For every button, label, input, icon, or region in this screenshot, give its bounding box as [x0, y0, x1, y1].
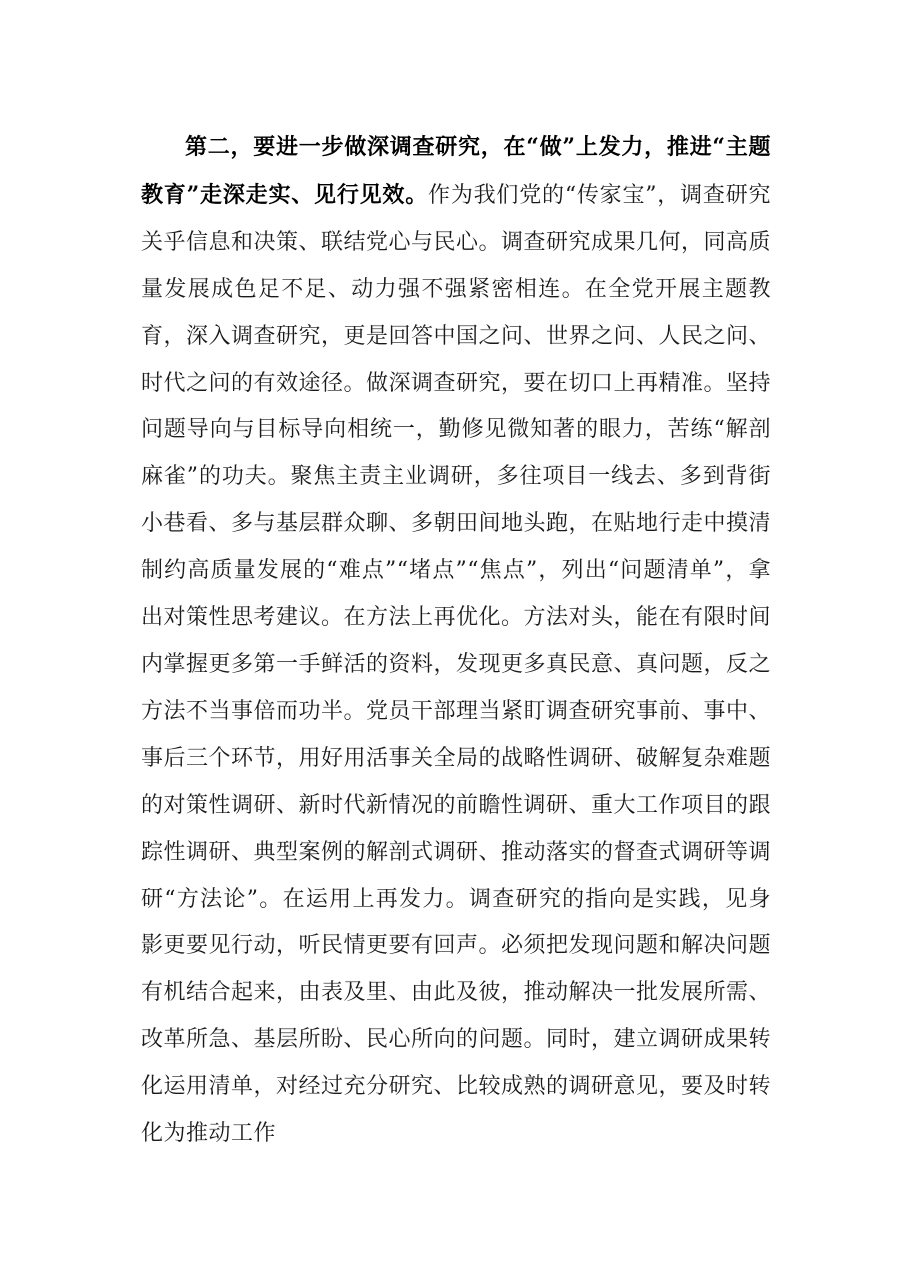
- paragraph-body-text: 作为我们党的“传家宝”，调查研究关乎信息和决策、联结党心与民心。调查研究成果几何，同高质量发展成色足不足、动力强不强紧密相连。在全党开展主题教育，深入调查研究，更是回答中国之问、世界之问、人民之问、时代之问的有效途径。做深调查研究，要在切口上再精准。坚持问题导向与目标导向相统一，勤修见微知著的眼力，苦练“解剖麻雀”的功夫。聚焦主责主业调研，多往项目一线去、多到背街小巷看、多与基层群众聊、多朝田间地头跑，在贴地行走中摸清制约高质量发展的“难点”“堵点”“焦点”，列出“问题清单”，拿出对策性思考建议。在方法上再优化。方法对头，能在有限时间内掌握更多第一手鲜活的资料，发现更多真民意、真问题，反之方法不当事倍而功半。党员干部理当紧盯调查研究事前、事中、事后三个环节，用好用活事关全局的战略性调研、破解复杂难题的对策性调研、新时代新情况的前瞻性调研、重大工作项目的跟踪性调研、典型案例的解剖式调研、推动落实的督查式调研等调研“方法论”。在运用上再发力。调查研究的指向是实践，见身影更要见行动，听民情更要有回声。必须把发现问题和解决问题有机结合起来，由表及里、由此及彼，推动解决一批发展所需、改革所急、基层所盼、民心所向的问题。同时，建立调研成果转化运用清单，对经过充分研究、比较成熟的调研意见，要及时转化为推动工作: [141, 182, 772, 1147]
- body-paragraph: [141, 124, 771, 1158]
- paragraph-lead-sentence: 第二，要进一步做深调查研究，在“做”上发力，推进“主题教育”走深走实、见行见效。: [141, 134, 771, 208]
